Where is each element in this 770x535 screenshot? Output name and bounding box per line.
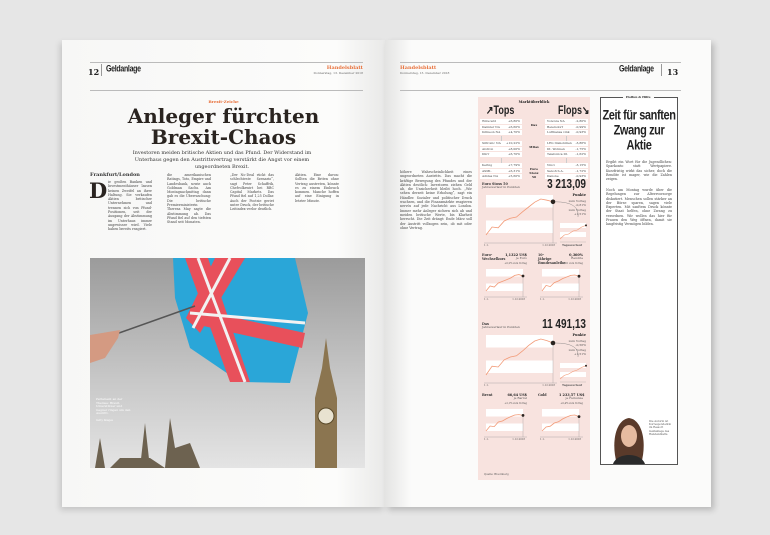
section-label: Geldanlage xyxy=(619,64,654,75)
index-label: Euro Stoxx 50 xyxy=(529,167,539,179)
commentary-sidebar xyxy=(600,97,678,465)
article-column: höhere Wahrscheinlichkeit eines ungeordneten Austritts. Das macht die kräftige Bewegung des Pfundes und der Aktien deutlich: Investoren ziehen Geld ab, die Unsicherheit bleibt hoch. „Wir sehen derzeit keine Erholung“, sagt ein Händler. Sozialer und politischer Druck wachsen, und die Finanzmärkte reagieren nervös auf jede Nachricht aus London. Immer mehr Anleger sichern sich ab und meiden britische Werte, bis Klarheit herrscht. Die Zeit drängt: Ende März soll der Austritt vollzogen sein, ob mit oder ohne Vertrag. xyxy=(400,170,472,230)
chart-value: 1 233,57 US$ xyxy=(559,393,585,397)
x-tick: 1.12.2018 xyxy=(568,298,581,301)
sidebar-kicker: Hoffen & Hilfe xyxy=(623,95,654,99)
x-tick: 1.12.2018 xyxy=(542,244,555,247)
x-tick: 1.1. xyxy=(540,438,545,441)
tops-row: Siltronic NA +10,22% xyxy=(482,141,520,145)
market-overview-box xyxy=(478,97,590,480)
header-rule xyxy=(400,90,681,91)
x-tick: 1.1. xyxy=(484,438,489,441)
last-value-marker xyxy=(551,341,556,346)
photo-umbrella-big-ben xyxy=(90,258,365,468)
flops-row: Vonovia NA -2,80% xyxy=(547,119,586,123)
chart-value-unit: je Euro xyxy=(515,256,527,260)
chart-unit: Jahresverlauf in Punkten xyxy=(482,185,520,189)
x-tick: 1.1. xyxy=(484,384,489,387)
author-portrait xyxy=(609,414,649,464)
chart-value-unit: Punkte xyxy=(572,193,586,197)
intraday-marker xyxy=(585,224,587,226)
article-column: die amerikanischen Ratings, Toto, Empire und Landesbank, sowie auch Goldman Sachs. Am Montagnachmittag dann gab es die Überraschung: Die britische Premierministerin Theresa May sagte die Abstimmung ab. Das Pfund fiel auf den tiefsten Stand seit Monaten. xyxy=(167,173,211,225)
masthead: Handelsblatt xyxy=(326,65,363,71)
headline-line: Brexit-Chaos xyxy=(150,125,297,149)
article-column: „Der No-Deal rückt das schlechteste Szenario“, sagt Peter Schaffrik, Chefvolkswirt bei RBC Capital Markets. Das Pfund fiel auf 1,25 Dollar. Auch der Footsie geriet unter Druck, der britische Leitindex verlor deutlich. xyxy=(230,173,274,212)
chart-band xyxy=(560,372,586,377)
tops-heading: ↗Tops xyxy=(486,103,515,117)
chart-value: 0,360% xyxy=(569,253,583,257)
arrow-up-right-icon: ↗ xyxy=(486,103,494,117)
chart-value: 3 213,09 xyxy=(547,177,586,192)
sidebar-title: Zeit für sanften Zwang zur Aktie xyxy=(602,108,676,153)
index-label: Dax xyxy=(530,123,538,127)
kicker: Brexit-Zeiche xyxy=(208,99,239,104)
intraday-label: Tagesverlauf xyxy=(562,243,582,247)
last-value-marker xyxy=(578,275,581,278)
tops-row: Adidas NA +5,60% xyxy=(482,174,520,178)
page-number: 12 xyxy=(88,67,100,77)
flops-row: Dt. Wohnen -1,75% xyxy=(547,146,586,151)
article-column: ie großen Banken und Investmenthäuser lassen keinen Zweifel an ihrer Haltung. Sie verkaufen Aktien britischer Unternehmen und trennen sich von Pfund-Positionen, seit der Ausgang der Abstimmung im Unterhaus immer ungewisser wird. Viele haben bereits reagiert. xyxy=(108,180,152,232)
photo-credit: Getty Images xyxy=(96,419,113,422)
chart-note: +0,2% zum Vortag xyxy=(504,261,527,265)
photo-caption: Parlament an der Themse: Brexit-Unterstützer und Gegner ringen um den Austritt. xyxy=(96,397,131,416)
author-note: Die Autorin ist Korrespondentin im Ressort Geldanlage des Handelsblatts. xyxy=(649,420,672,436)
sidebar-body: Noch am Montag wurde über die Regelungen zur Altersvorsorge diskutiert. Menschen sollen stärker an der Börse sparen, sagen viele Experten. Mit sanftem Druck könnte der Staat helfen, ohne Zwang zu verordnen. Wir wollen das hier für Frauen den Weg öffnen, damit sie langfristig Vermögen bilden. xyxy=(606,188,672,227)
arrow-down-right-icon: ↘ xyxy=(582,103,590,117)
tops-row: Kering +7,79% xyxy=(482,163,520,167)
chart-title: 10-Jährige Bundesanleihe xyxy=(538,253,566,265)
right-page xyxy=(385,40,711,507)
source-note: Quelle: Bloomberg xyxy=(484,473,509,476)
change: zum Vortag +1,51% xyxy=(568,208,586,216)
masthead: Handelsblatt xyxy=(400,65,437,71)
x-tick: 1.1. xyxy=(484,298,489,301)
chart-value-unit: je Barrel xyxy=(513,396,527,400)
left-page xyxy=(62,40,385,507)
chart-value-unit: Rendite xyxy=(571,256,583,260)
chart-value-unit: je Feinunze xyxy=(565,396,583,400)
flops-row: Telefonica Dt. -1,62% xyxy=(547,152,586,156)
tops-row: Daimler NA +6,60% xyxy=(482,124,520,129)
divider xyxy=(101,64,102,76)
x-tick: 1.1. xyxy=(540,298,545,301)
change: zum Vortag +1,51% xyxy=(568,348,586,356)
chart-value: 66,64 US$ xyxy=(507,393,527,397)
chart-unit: Jahresverlauf in Punkten xyxy=(482,325,520,329)
byline: Frankfurt/London xyxy=(90,172,140,178)
chart-value: 1,1322 US$ xyxy=(505,253,527,257)
flops-row: Sanofi S.A. -1,72% xyxy=(547,168,586,173)
tops-row: Wirecard +6,80% xyxy=(482,119,520,123)
intraday-label: Tagesverlauf xyxy=(562,383,582,387)
tops-row: Infineon NA +4,70% xyxy=(482,130,520,134)
x-tick: 1.1. xyxy=(484,244,489,247)
chart-band xyxy=(486,335,553,348)
flops-row: Vinci -3,15% xyxy=(547,163,586,167)
flops-row: Danone -0,93% xyxy=(547,174,586,178)
drop-cap: D xyxy=(89,178,108,203)
chart-title: Euro Stoxx 50 xyxy=(482,182,508,186)
x-tick: 1.12.2018 xyxy=(568,438,581,441)
divider xyxy=(661,64,662,76)
chart-band xyxy=(542,284,579,292)
last-value-marker xyxy=(522,275,525,278)
chart-band xyxy=(542,424,579,432)
header-rule xyxy=(90,90,363,91)
sidebar-body: Ergibt ein Wort für die Jugendlichen: Sparkonto statt Wertpapiere. Kurzfristig wirkt das sicher, doch die Rendite ist mager, wie die Zahlen zeigen. xyxy=(606,160,672,182)
date: Donnerstag, 13. Dezember 2018 xyxy=(400,71,450,75)
chart-band xyxy=(560,223,586,228)
chart-band xyxy=(486,409,523,417)
chart-note: +2,1% zum Vortag xyxy=(504,401,527,405)
date: Donnerstag, 13. Dezember 2018 xyxy=(313,71,363,75)
tops-row: Aixtron +8,00% xyxy=(482,146,520,151)
article-column: Aktien. Eine davon: Sollten die Briten ohne Vertrag austreten, könnte es zu einem Einbruch kommen. Manche hoffen auf eine Einigung in letzter Minute. xyxy=(295,173,339,203)
flops-row: LEG Immobilien -3,86% xyxy=(547,141,586,145)
change: zum Vortag -0,56% xyxy=(568,339,586,347)
page-number: 13 xyxy=(667,67,679,77)
chart-title: Brent xyxy=(482,393,493,397)
chart-band xyxy=(486,269,523,277)
chart-band xyxy=(486,284,523,292)
index-label: MDax xyxy=(529,145,539,149)
subhead: Investoren meiden britische Aktien und das Pfund. Der Widerstand im Unterhaus gegen den Austrittsvertrag verstärkt die Angst vor einem ungeordneten Brexit. xyxy=(132,150,312,170)
chart-band xyxy=(486,221,553,234)
tops-row: Dürr +6,70% xyxy=(482,152,520,156)
chart-value: 11 491,13 xyxy=(542,317,586,332)
change: zum Vortag -0,81% xyxy=(568,199,586,207)
flops-row: Beiersdorf -0,99% xyxy=(547,124,586,129)
header-rule xyxy=(90,62,363,63)
chart-value-unit: Punkte xyxy=(572,333,586,337)
chart-note: -0,01 zum Vortag xyxy=(562,261,583,265)
chart-title: Dax xyxy=(482,322,489,326)
line-chart xyxy=(478,97,590,217)
chart-band xyxy=(560,232,586,237)
x-tick: 1.12.2018 xyxy=(542,384,555,387)
chart-note: +0,4% zum Vortag xyxy=(560,401,583,405)
headline xyxy=(62,106,385,148)
x-tick: 1.12.2018 xyxy=(512,298,525,301)
chart-title: Gold xyxy=(538,393,547,397)
headline-line: Anleger fürchten xyxy=(127,104,320,128)
x-tick: 1.12.2018 xyxy=(512,438,525,441)
last-value-marker xyxy=(522,414,525,417)
header-rule xyxy=(400,62,681,63)
last-value-marker xyxy=(578,415,581,418)
flops-heading: Flops↘ xyxy=(558,103,590,117)
section-label: Geldanlage xyxy=(106,64,141,75)
intraday-marker xyxy=(585,365,587,367)
chart-title: Euro-Wechselkurs xyxy=(482,253,506,261)
market-header: Marktüberblick xyxy=(518,100,550,104)
brexit-photo xyxy=(90,258,365,468)
tops-row: ASML +6,31% xyxy=(482,168,520,173)
chart-band xyxy=(486,424,523,432)
flops-row: Lufthansa vink -0,93% xyxy=(547,130,586,134)
